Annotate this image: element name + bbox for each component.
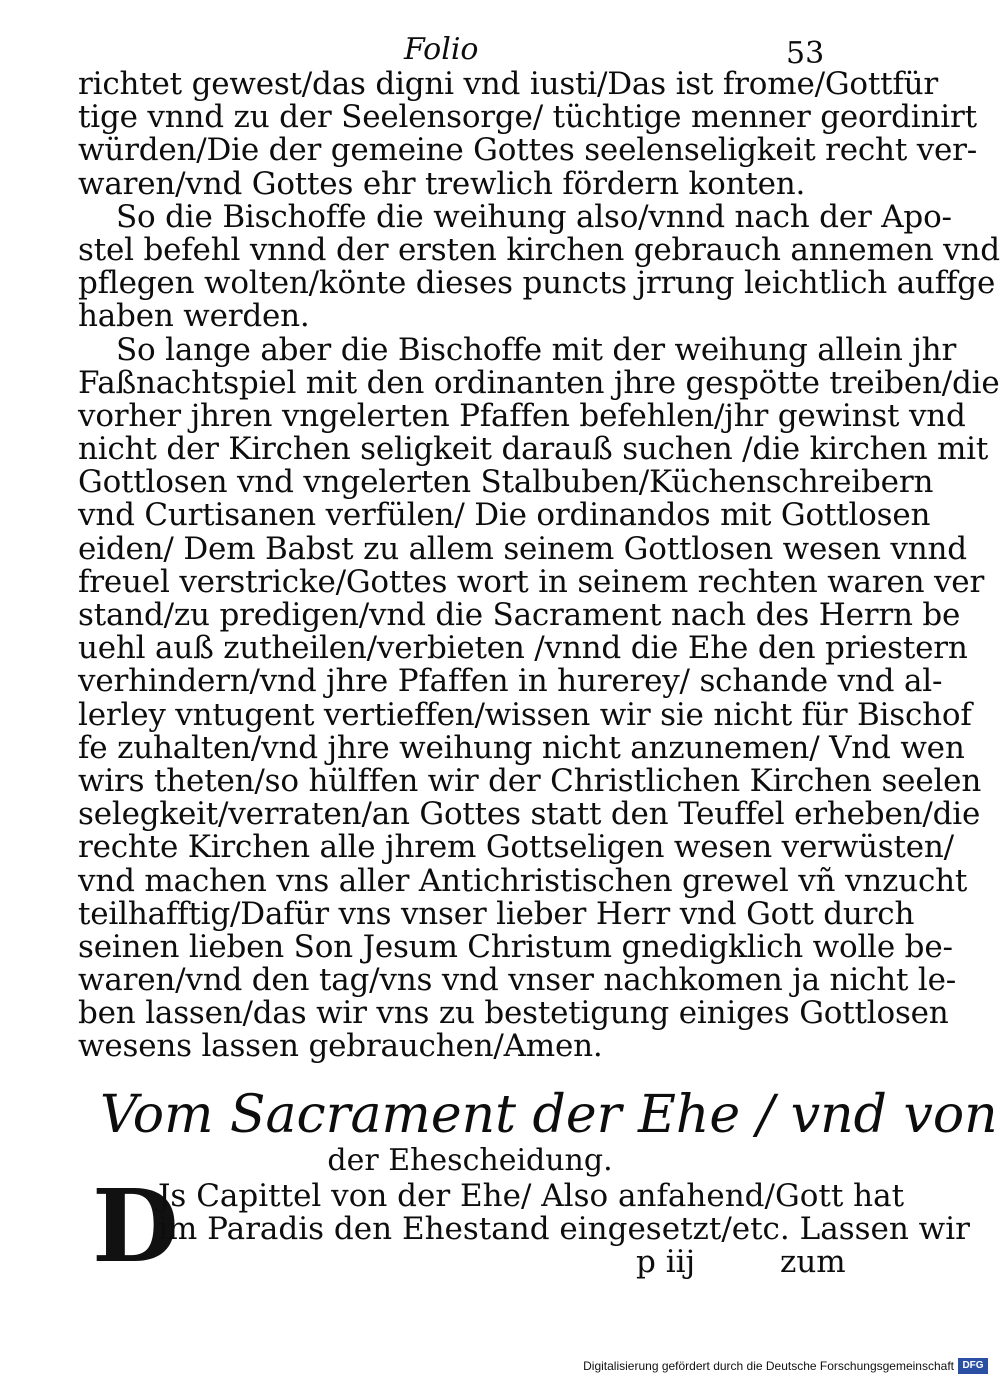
text-line: wesens lassen gebrauchen/Amen. bbox=[78, 1028, 603, 1065]
text-line: verhindern/vnd jhre Pfaffen in hurerey/ schande vnd al- bbox=[78, 663, 943, 700]
dfg-logo-icon: DFG bbox=[958, 1358, 988, 1374]
text-line: haben werden. bbox=[78, 298, 310, 335]
text-line: nicht der Kirchen seligkeit darauß suchen /die kirchen mit bbox=[78, 431, 989, 468]
text-line: rechte Kirchen alle jhrem Gottseligen wesen verwüsten/ bbox=[78, 829, 954, 866]
text-line: So lange aber die Bischoffe mit der weihung allein jhr bbox=[116, 331, 957, 368]
text-line: im Paradis den Ehestand eingesetzt/etc. Lassen wir bbox=[158, 1211, 970, 1248]
body-text bbox=[78, 66, 1000, 1065]
text-line: stel befehl vnnd der ersten kirchen gebrauch annemen vnd bbox=[78, 231, 1000, 268]
text-line: pflegen wolten/könte dieses puncts jrrung leichtlich auffge bbox=[78, 265, 996, 302]
digitization-footer bbox=[0, 1356, 1000, 1379]
section-subtitle: der Ehescheidung. bbox=[327, 1143, 613, 1178]
text-line: So die Bischoffe die weihung also/vnnd nach der Apo- bbox=[116, 198, 952, 235]
text-line: fe zuhalten/vnd jhre weihung nicht anzunemen/ Vnd wen bbox=[78, 729, 965, 766]
text-line: stand/zu predigen/vnd die Sacrament nach des Herrn be bbox=[78, 597, 961, 633]
folio-label: Folio bbox=[404, 32, 479, 67]
text-line: vnd Curtisanen verfülen/ Die ordinandos mit Gottlosen bbox=[78, 497, 931, 534]
text-line: eiden/ Dem Babst zu allem seinem Gottlosen wesen vnnd bbox=[78, 530, 967, 567]
text-line: Faßnachtspiel mit den ordinanten jhre gespötte treiben/die bbox=[78, 364, 1000, 401]
text-line: teilhafftig/Dafür vns vnser lieber Herr vnd Gott durch bbox=[78, 895, 915, 932]
text-line: lerley vntugent vertieffen/wissen wir sie nicht für Bischof bbox=[78, 696, 972, 733]
text-line: selegkeit/verraten/an Gottes statt den Teuffel erheben/die bbox=[78, 796, 981, 833]
text-line: würden/Die der gemeine Gottes seelenseligkeit recht ver- bbox=[78, 132, 978, 169]
text-line: uehl auß zutheilen/verbieten /vnnd die Ehe den priestern bbox=[78, 630, 968, 667]
text-line: freuel verstricke/Gottes wort in seinem rechten waren ver bbox=[78, 563, 985, 600]
text-line: vorher jhren vngelerten Pfaffen befehlen/jhr gewinst vnd bbox=[78, 397, 966, 434]
page-header bbox=[0, 30, 1000, 70]
section-heading bbox=[100, 1085, 998, 1178]
signature-mark: p iij bbox=[636, 1244, 696, 1280]
initial-letter: D bbox=[92, 1167, 179, 1285]
funding-credit: Digitalisierung gefördert durch die Deutsche Forschungsgemeinschaft bbox=[583, 1359, 954, 1373]
section-title: Vom Sacrament der Ehe / vnd von bbox=[100, 1085, 998, 1145]
text-line: waren/vnd den tag/vns vnd vnser nachkomen ja nicht le- bbox=[78, 962, 957, 999]
page-bottom-marks bbox=[636, 1244, 846, 1284]
text-line: waren/vnd Gottes ehr trewlich fördern konten. bbox=[78, 165, 806, 202]
text-line: ben lassen/das wir vns zu bestetigung einiges Gottlosen bbox=[78, 995, 949, 1032]
text-line: tige vnnd zu der Seelensorge/ tüchtige menner geordinirt bbox=[78, 99, 977, 136]
text-line: vnd machen vns aller Antichristischen grewel vñ vnzucht bbox=[78, 862, 968, 899]
opening-paragraph bbox=[158, 1178, 970, 1248]
text-line: richtet gewest/das digni vnd iusti/Das ist frome/Gottfür bbox=[78, 66, 939, 102]
decorated-initial bbox=[92, 1167, 179, 1285]
text-line: seinen lieben Son Jesum Christum gnedigklich wolle be- bbox=[78, 928, 953, 965]
text-line: Js Capittel von der Ehe/ Also anfahend/Gott hat bbox=[158, 1178, 905, 1214]
catchword: zum bbox=[780, 1244, 846, 1280]
text-line: wirs theten/so hülffen wir der Christlichen Kirchen seelen bbox=[78, 762, 982, 799]
page-number: 53 bbox=[786, 36, 825, 71]
text-line: Gottlosen vnd vngelerten Stalbuben/Küchenschreibern bbox=[78, 464, 934, 501]
